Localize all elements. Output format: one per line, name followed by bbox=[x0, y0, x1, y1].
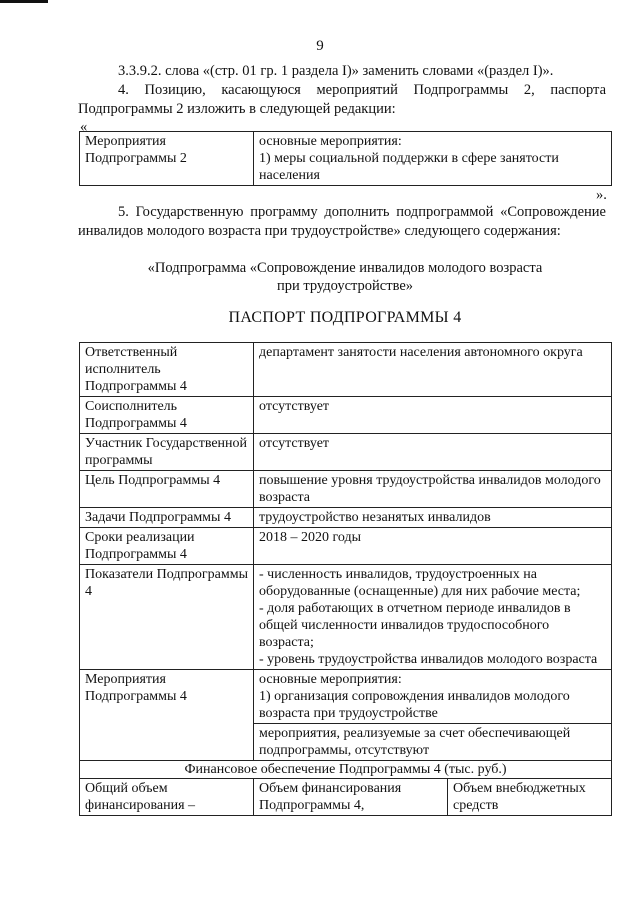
measures-heading: основные мероприятия: bbox=[259, 672, 402, 687]
table-measures-subprogram-2 bbox=[79, 131, 612, 186]
close-quote: ». bbox=[596, 187, 607, 203]
subprogram-title-line-2: при трудоустройстве» bbox=[276, 278, 414, 294]
passport-label: Показатели Подпрограммы 4 bbox=[80, 565, 254, 670]
passport-label: Соисполнитель Подпрограммы 4 bbox=[80, 397, 254, 434]
passport-label: Мероприятия Подпрограммы 4 bbox=[80, 670, 254, 761]
table-row bbox=[80, 670, 612, 724]
indicator-item: - доля работающих в отчетном периоде инвалидов в общей численности инвалидов трудоспособного возраста; bbox=[259, 601, 571, 650]
open-quote: « bbox=[80, 119, 88, 135]
table-row bbox=[80, 434, 612, 471]
paragraph-3-3-9-2: 3.3.9.2. слова «(стр. 01 гр. 1 раздела I)» заменить словами «(раздел I)». bbox=[118, 63, 554, 79]
paragraph-5-line-2: инвалидов молодого возраста при трудоустройстве» следующего содержания: bbox=[78, 223, 561, 239]
passport-value: повышение уровня трудоустройства инвалидов молодого возраста bbox=[254, 471, 612, 508]
passport-value: трудоустройство незанятых инвалидов bbox=[254, 508, 612, 528]
passport-label: Задачи Подпрограммы 4 bbox=[80, 508, 254, 528]
finance-col-total: Общий объем финансирования – bbox=[80, 779, 254, 816]
paragraph-5-line-1: 5. Государственную программу дополнить подпрограммой «Сопровождение bbox=[118, 204, 606, 220]
passport-label: Цель Подпрограммы 4 bbox=[80, 471, 254, 508]
indicators-cell bbox=[254, 565, 612, 670]
measures-main-cell bbox=[254, 670, 612, 724]
finance-col-extrabudget: Объем внебюджетных средств bbox=[448, 779, 612, 816]
table-row bbox=[80, 471, 612, 508]
finance-col-subprogram: Объем финансирования Подпрограммы 4, bbox=[254, 779, 448, 816]
table-cell-value bbox=[254, 132, 612, 186]
passport-heading: ПАСПОРТ ПОДПРОГРАММЫ 4 bbox=[228, 309, 462, 326]
passport-label: Участник Государственной программы bbox=[80, 434, 254, 471]
table-row bbox=[80, 397, 612, 434]
passport-label: Сроки реализации Подпрограммы 4 bbox=[80, 528, 254, 565]
passport-label: Ответственный исполнитель Подпрограммы 4 bbox=[80, 343, 254, 397]
passport-value: отсутствует bbox=[254, 434, 612, 471]
table-row bbox=[80, 779, 612, 816]
table-row bbox=[80, 565, 612, 670]
table-row bbox=[80, 761, 612, 779]
measures-item: 1) меры социальной поддержки в сфере занятости населения bbox=[259, 151, 559, 183]
table-row bbox=[80, 132, 612, 186]
paragraph-4-line-1: 4. Позицию, касающуюся мероприятий Подпрограммы 2, паспорта bbox=[118, 82, 606, 98]
page-number: 9 bbox=[316, 38, 324, 54]
measures-heading: основные мероприятия: bbox=[259, 134, 402, 149]
indicator-item: - численность инвалидов, трудоустроенных на оборудованные (оснащенные) для них рабочие места; bbox=[259, 567, 581, 599]
table-cell-label: Мероприятия Подпрограммы 2 bbox=[80, 132, 254, 186]
table-row bbox=[80, 343, 612, 397]
table-row bbox=[80, 528, 612, 565]
measures-item: 1) организация сопровождения инвалидов молодого возраста при трудоустройстве bbox=[259, 689, 570, 721]
subprogram-title-line-1: «Подпрограмма «Сопровождение инвалидов молодого возраста bbox=[147, 260, 543, 276]
passport-value: 2018 – 2020 годы bbox=[254, 528, 612, 565]
top-edge-line bbox=[0, 0, 48, 3]
passport-value: отсутствует bbox=[254, 397, 612, 434]
measures-other-cell: мероприятия, реализуемые за счет обеспечивающей подпрограммы, отсутствуют bbox=[254, 724, 612, 761]
table-row bbox=[80, 508, 612, 528]
indicator-item: - уровень трудоустройства инвалидов молодого возраста bbox=[259, 652, 598, 667]
passport-table bbox=[79, 342, 612, 816]
passport-value: департамент занятости населения автономного округа bbox=[254, 343, 612, 397]
paragraph-4-line-2: Подпрограммы 2 изложить в следующей редакции: bbox=[78, 101, 396, 117]
finance-header: Финансовое обеспечение Подпрограммы 4 (тыс. руб.) bbox=[80, 761, 612, 779]
